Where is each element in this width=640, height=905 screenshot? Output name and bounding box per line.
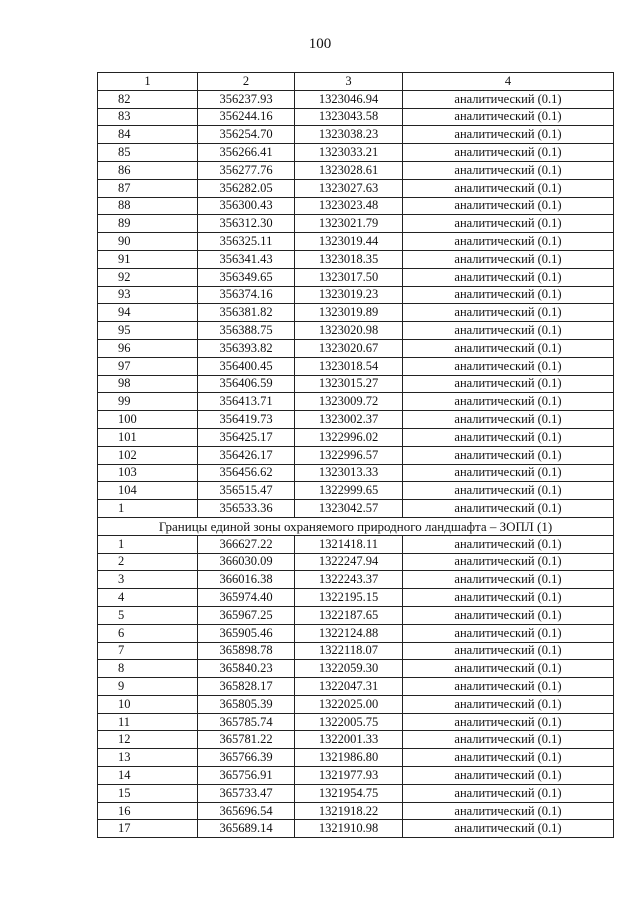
x-coordinate-cell: 356266.41 xyxy=(198,144,295,162)
method-cell: аналитический (0.1) xyxy=(403,571,614,589)
y-coordinate-cell: 1323019.89 xyxy=(295,304,403,322)
section-title: Границы единой зоны охраняемого природного ландшафта – ЗОПЛ (1) xyxy=(98,517,614,535)
method-cell: аналитический (0.1) xyxy=(403,286,614,304)
method-cell: аналитический (0.1) xyxy=(403,731,614,749)
method-cell: аналитический (0.1) xyxy=(403,624,614,642)
table-row xyxy=(98,428,614,446)
table-row xyxy=(98,357,614,375)
x-coordinate-cell: 365785.74 xyxy=(198,713,295,731)
point-number-cell: 102 xyxy=(98,446,198,464)
method-cell: аналитический (0.1) xyxy=(403,393,614,411)
header-cell: 1 xyxy=(98,73,198,91)
x-coordinate-cell: 356400.45 xyxy=(198,357,295,375)
point-number-cell: 14 xyxy=(98,767,198,785)
y-coordinate-cell: 1323019.23 xyxy=(295,286,403,304)
method-cell: аналитический (0.1) xyxy=(403,535,614,553)
table-row xyxy=(98,375,614,393)
table-row xyxy=(98,446,614,464)
coordinates-table xyxy=(97,72,614,838)
point-number-cell: 4 xyxy=(98,589,198,607)
x-coordinate-cell: 365756.91 xyxy=(198,767,295,785)
table-row xyxy=(98,589,614,607)
method-cell: аналитический (0.1) xyxy=(403,713,614,731)
y-coordinate-cell: 1323043.58 xyxy=(295,108,403,126)
method-cell: аналитический (0.1) xyxy=(403,428,614,446)
y-coordinate-cell: 1321986.80 xyxy=(295,749,403,767)
table-row xyxy=(98,215,614,233)
header-cell: 3 xyxy=(295,73,403,91)
y-coordinate-cell: 1322996.02 xyxy=(295,428,403,446)
method-cell: аналитический (0.1) xyxy=(403,464,614,482)
table-row xyxy=(98,144,614,162)
table-row xyxy=(98,695,614,713)
table-row xyxy=(98,784,614,802)
point-number-cell: 7 xyxy=(98,642,198,660)
method-cell: аналитический (0.1) xyxy=(403,339,614,357)
y-coordinate-cell: 1322124.88 xyxy=(295,624,403,642)
method-cell: аналитический (0.1) xyxy=(403,126,614,144)
y-coordinate-cell: 1323046.94 xyxy=(295,90,403,108)
x-coordinate-cell: 356406.59 xyxy=(198,375,295,393)
table-row xyxy=(98,233,614,251)
method-cell: аналитический (0.1) xyxy=(403,233,614,251)
method-cell: аналитический (0.1) xyxy=(403,411,614,429)
x-coordinate-cell: 356312.30 xyxy=(198,215,295,233)
y-coordinate-cell: 1323028.61 xyxy=(295,161,403,179)
point-number-cell: 89 xyxy=(98,215,198,233)
x-coordinate-cell: 365974.40 xyxy=(198,589,295,607)
x-coordinate-cell: 365689.14 xyxy=(198,820,295,838)
header-cell: 4 xyxy=(403,73,614,91)
method-cell: аналитический (0.1) xyxy=(403,500,614,518)
x-coordinate-cell: 365766.39 xyxy=(198,749,295,767)
method-cell: аналитический (0.1) xyxy=(403,660,614,678)
y-coordinate-cell: 1323020.67 xyxy=(295,339,403,357)
y-coordinate-cell: 1323019.44 xyxy=(295,233,403,251)
y-coordinate-cell: 1323018.35 xyxy=(295,250,403,268)
y-coordinate-cell: 1323042.57 xyxy=(295,500,403,518)
point-number-cell: 97 xyxy=(98,357,198,375)
table-row xyxy=(98,393,614,411)
method-cell: аналитический (0.1) xyxy=(403,215,614,233)
x-coordinate-cell: 365733.47 xyxy=(198,784,295,802)
point-number-cell: 10 xyxy=(98,695,198,713)
table-row xyxy=(98,749,614,767)
x-coordinate-cell: 366030.09 xyxy=(198,553,295,571)
point-number-cell: 2 xyxy=(98,553,198,571)
y-coordinate-cell: 1322025.00 xyxy=(295,695,403,713)
y-coordinate-cell: 1322999.65 xyxy=(295,482,403,500)
point-number-cell: 1 xyxy=(98,500,198,518)
table-row xyxy=(98,322,614,340)
point-number-cell: 101 xyxy=(98,428,198,446)
y-coordinate-cell: 1321977.93 xyxy=(295,767,403,785)
header-cell: 2 xyxy=(198,73,295,91)
table-row xyxy=(98,606,614,624)
y-coordinate-cell: 1322047.31 xyxy=(295,678,403,696)
coordinates-table-body xyxy=(98,73,614,838)
method-cell: аналитический (0.1) xyxy=(403,90,614,108)
table-row xyxy=(98,820,614,838)
table-row xyxy=(98,161,614,179)
method-cell: аналитический (0.1) xyxy=(403,304,614,322)
table-row xyxy=(98,411,614,429)
method-cell: аналитический (0.1) xyxy=(403,179,614,197)
y-coordinate-cell: 1321910.98 xyxy=(295,820,403,838)
y-coordinate-cell: 1323017.50 xyxy=(295,268,403,286)
point-number-cell: 8 xyxy=(98,660,198,678)
x-coordinate-cell: 356325.11 xyxy=(198,233,295,251)
x-coordinate-cell: 356413.71 xyxy=(198,393,295,411)
x-coordinate-cell: 356237.93 xyxy=(198,90,295,108)
point-number-cell: 16 xyxy=(98,802,198,820)
y-coordinate-cell: 1322001.33 xyxy=(295,731,403,749)
table-row xyxy=(98,286,614,304)
method-cell: аналитический (0.1) xyxy=(403,678,614,696)
method-cell: аналитический (0.1) xyxy=(403,695,614,713)
x-coordinate-cell: 356456.62 xyxy=(198,464,295,482)
point-number-cell: 83 xyxy=(98,108,198,126)
point-number-cell: 84 xyxy=(98,126,198,144)
x-coordinate-cell: 356300.43 xyxy=(198,197,295,215)
method-cell: аналитический (0.1) xyxy=(403,446,614,464)
y-coordinate-cell: 1323020.98 xyxy=(295,322,403,340)
point-number-cell: 98 xyxy=(98,375,198,393)
table-row xyxy=(98,304,614,322)
x-coordinate-cell: 365696.54 xyxy=(198,802,295,820)
method-cell: аналитический (0.1) xyxy=(403,268,614,286)
table-row xyxy=(98,802,614,820)
point-number-cell: 11 xyxy=(98,713,198,731)
point-number-cell: 86 xyxy=(98,161,198,179)
x-coordinate-cell: 356254.70 xyxy=(198,126,295,144)
x-coordinate-cell: 365781.22 xyxy=(198,731,295,749)
table-row xyxy=(98,197,614,215)
method-cell: аналитический (0.1) xyxy=(403,108,614,126)
x-coordinate-cell: 356515.47 xyxy=(198,482,295,500)
method-cell: аналитический (0.1) xyxy=(403,606,614,624)
table-row xyxy=(98,126,614,144)
point-number-cell: 94 xyxy=(98,304,198,322)
point-number-cell: 91 xyxy=(98,250,198,268)
method-cell: аналитический (0.1) xyxy=(403,250,614,268)
y-coordinate-cell: 1322996.57 xyxy=(295,446,403,464)
method-cell: аналитический (0.1) xyxy=(403,820,614,838)
method-cell: аналитический (0.1) xyxy=(403,197,614,215)
x-coordinate-cell: 356533.36 xyxy=(198,500,295,518)
point-number-cell: 90 xyxy=(98,233,198,251)
method-cell: аналитический (0.1) xyxy=(403,784,614,802)
y-coordinate-cell: 1323013.33 xyxy=(295,464,403,482)
y-coordinate-cell: 1321918.22 xyxy=(295,802,403,820)
table-row xyxy=(98,713,614,731)
y-coordinate-cell: 1322195.15 xyxy=(295,589,403,607)
method-cell: аналитический (0.1) xyxy=(403,161,614,179)
y-coordinate-cell: 1322059.30 xyxy=(295,660,403,678)
point-number-cell: 6 xyxy=(98,624,198,642)
x-coordinate-cell: 366627.22 xyxy=(198,535,295,553)
x-coordinate-cell: 356244.16 xyxy=(198,108,295,126)
y-coordinate-cell: 1323009.72 xyxy=(295,393,403,411)
y-coordinate-cell: 1323033.21 xyxy=(295,144,403,162)
table-row xyxy=(98,482,614,500)
point-number-cell: 82 xyxy=(98,90,198,108)
x-coordinate-cell: 356277.76 xyxy=(198,161,295,179)
y-coordinate-cell: 1321954.75 xyxy=(295,784,403,802)
table-row xyxy=(98,535,614,553)
point-number-cell: 92 xyxy=(98,268,198,286)
x-coordinate-cell: 356419.73 xyxy=(198,411,295,429)
point-number-cell: 85 xyxy=(98,144,198,162)
x-coordinate-cell: 365898.78 xyxy=(198,642,295,660)
point-number-cell: 3 xyxy=(98,571,198,589)
table-row xyxy=(98,553,614,571)
method-cell: аналитический (0.1) xyxy=(403,642,614,660)
point-number-cell: 12 xyxy=(98,731,198,749)
y-coordinate-cell: 1323018.54 xyxy=(295,357,403,375)
table-row xyxy=(98,464,614,482)
table-row xyxy=(98,678,614,696)
table-row xyxy=(98,179,614,197)
table-row xyxy=(98,624,614,642)
table-row xyxy=(98,731,614,749)
point-number-cell: 17 xyxy=(98,820,198,838)
method-cell: аналитический (0.1) xyxy=(403,767,614,785)
x-coordinate-cell: 356381.82 xyxy=(198,304,295,322)
table-header-row xyxy=(98,73,614,91)
y-coordinate-cell: 1322187.65 xyxy=(295,606,403,624)
method-cell: аналитический (0.1) xyxy=(403,357,614,375)
section-title-row xyxy=(98,517,614,535)
y-coordinate-cell: 1323023.48 xyxy=(295,197,403,215)
point-number-cell: 99 xyxy=(98,393,198,411)
x-coordinate-cell: 365905.46 xyxy=(198,624,295,642)
point-number-cell: 100 xyxy=(98,411,198,429)
point-number-cell: 104 xyxy=(98,482,198,500)
point-number-cell: 88 xyxy=(98,197,198,215)
point-number-cell: 96 xyxy=(98,339,198,357)
y-coordinate-cell: 1322005.75 xyxy=(295,713,403,731)
method-cell: аналитический (0.1) xyxy=(403,749,614,767)
method-cell: аналитический (0.1) xyxy=(403,375,614,393)
table-row xyxy=(98,660,614,678)
x-coordinate-cell: 356393.82 xyxy=(198,339,295,357)
page-number: 100 xyxy=(308,36,332,52)
point-number-cell: 13 xyxy=(98,749,198,767)
table-row xyxy=(98,500,614,518)
y-coordinate-cell: 1323021.79 xyxy=(295,215,403,233)
table-row xyxy=(98,339,614,357)
method-cell: аналитический (0.1) xyxy=(403,589,614,607)
method-cell: аналитический (0.1) xyxy=(403,482,614,500)
point-number-cell: 103 xyxy=(98,464,198,482)
table-row xyxy=(98,642,614,660)
x-coordinate-cell: 356425.17 xyxy=(198,428,295,446)
x-coordinate-cell: 356349.65 xyxy=(198,268,295,286)
method-cell: аналитический (0.1) xyxy=(403,322,614,340)
x-coordinate-cell: 356426.17 xyxy=(198,446,295,464)
table-row xyxy=(98,90,614,108)
table-row xyxy=(98,268,614,286)
y-coordinate-cell: 1322243.37 xyxy=(295,571,403,589)
y-coordinate-cell: 1323027.63 xyxy=(295,179,403,197)
x-coordinate-cell: 356282.05 xyxy=(198,179,295,197)
y-coordinate-cell: 1322118.07 xyxy=(295,642,403,660)
x-coordinate-cell: 365967.25 xyxy=(198,606,295,624)
method-cell: аналитический (0.1) xyxy=(403,802,614,820)
point-number-cell: 93 xyxy=(98,286,198,304)
table-row xyxy=(98,108,614,126)
method-cell: аналитический (0.1) xyxy=(403,553,614,571)
y-coordinate-cell: 1323038.23 xyxy=(295,126,403,144)
point-number-cell: 87 xyxy=(98,179,198,197)
table-row xyxy=(98,250,614,268)
table-row xyxy=(98,571,614,589)
point-number-cell: 95 xyxy=(98,322,198,340)
method-cell: аналитический (0.1) xyxy=(403,144,614,162)
x-coordinate-cell: 366016.38 xyxy=(198,571,295,589)
point-number-cell: 5 xyxy=(98,606,198,624)
y-coordinate-cell: 1323002.37 xyxy=(295,411,403,429)
y-coordinate-cell: 1321418.11 xyxy=(295,535,403,553)
x-coordinate-cell: 356388.75 xyxy=(198,322,295,340)
point-number-cell: 15 xyxy=(98,784,198,802)
point-number-cell: 9 xyxy=(98,678,198,696)
table-row xyxy=(98,767,614,785)
y-coordinate-cell: 1323015.27 xyxy=(295,375,403,393)
x-coordinate-cell: 356374.16 xyxy=(198,286,295,304)
point-number-cell: 1 xyxy=(98,535,198,553)
x-coordinate-cell: 365828.17 xyxy=(198,678,295,696)
x-coordinate-cell: 365840.23 xyxy=(198,660,295,678)
x-coordinate-cell: 365805.39 xyxy=(198,695,295,713)
x-coordinate-cell: 356341.43 xyxy=(198,250,295,268)
y-coordinate-cell: 1322247.94 xyxy=(295,553,403,571)
